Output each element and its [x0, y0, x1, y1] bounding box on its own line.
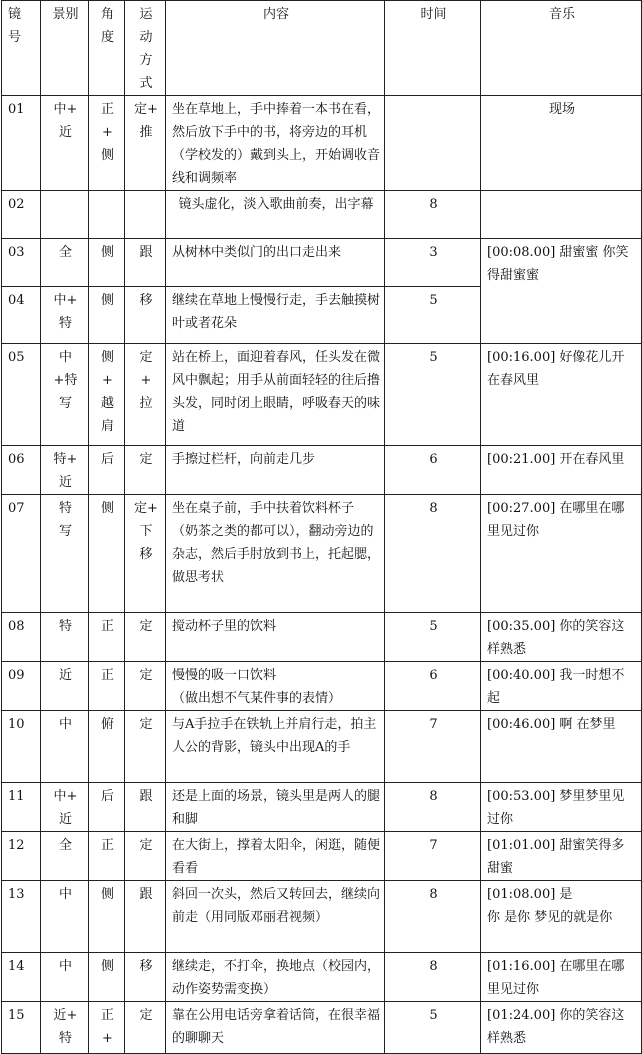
movement-cell: 定 [125, 1002, 166, 1054]
time-cell: 5 [385, 344, 481, 446]
shot-number: 03 [2, 239, 41, 287]
content-cell: 继续在草地上慢慢行走，手去触摸树叶或者花朵 [166, 287, 385, 344]
time-cell: 7 [385, 711, 481, 783]
angle-cell: 正 + [89, 1002, 125, 1054]
time-cell: 8 [385, 953, 481, 1002]
time-cell: 5 [385, 613, 481, 662]
angle-cell: 正 [89, 832, 125, 881]
movement-cell: 定+ 推 [125, 96, 166, 191]
angle-cell: 侧 [89, 495, 125, 613]
table-row [2, 953, 642, 1002]
table-row [2, 446, 642, 495]
scale-cell: 特 写 [41, 495, 89, 613]
music-cell: [01:16.00] 在哪里在哪里见过你 [481, 953, 642, 1002]
movement-cell: 定 [125, 662, 166, 711]
angle-cell: 侧 [89, 881, 125, 953]
table-row [2, 613, 642, 662]
table-row [2, 662, 642, 711]
content-cell: 从树林中类似门的出口走出来 [166, 239, 385, 287]
scale-cell [41, 191, 89, 239]
table-row [2, 711, 642, 783]
scale-cell: 中 [41, 711, 89, 783]
music-cell [481, 191, 642, 239]
scale-cell: 中 +特 写 [41, 344, 89, 446]
movement-cell: 跟 [125, 783, 166, 832]
shot-number: 01 [2, 96, 41, 191]
table-row [2, 191, 642, 239]
movement-cell: 跟 [125, 881, 166, 953]
content-cell: 与A手拉手在铁轨上并肩行走，拍主人公的背影，镜头中出现A的手 [166, 711, 385, 783]
angle-cell: 侧 [89, 287, 125, 344]
time-cell: 6 [385, 662, 481, 711]
scale-cell: 全 [41, 832, 89, 881]
header-shot: 镜 号 [2, 1, 41, 96]
content-cell: 慢慢的吸一口饮料 （做出想不气某件事的表情） [166, 662, 385, 711]
angle-cell: 侧 [89, 953, 125, 1002]
table-row [2, 495, 642, 613]
angle-cell [89, 191, 125, 239]
movement-cell: 移 [125, 953, 166, 1002]
scale-cell: 中 [41, 953, 89, 1002]
shot-number: 02 [2, 191, 41, 239]
music-cell: [00:21.00] 开在春风里 [481, 446, 642, 495]
movement-cell: 定 [125, 613, 166, 662]
angle-cell: 俯 [89, 711, 125, 783]
music-cell: [01:08.00] 是 你 是你 梦见的就是你 [481, 881, 642, 953]
angle-cell: 正 + 侧 [89, 96, 125, 191]
angle-cell: 后 [89, 783, 125, 832]
time-cell: 6 [385, 446, 481, 495]
music-cell: [00:53.00] 梦里梦里见过你 [481, 783, 642, 832]
content-cell: 靠在公用电话旁拿着话筒，在很幸福的聊聊天 [166, 1002, 385, 1054]
scale-cell: 中+ 特 [41, 287, 89, 344]
content-cell: 坐在草地上，手中捧着一本书在看，然后放下手中的书，将旁边的耳机（学校发的）戴到头上，开始调收音线和调频率 [166, 96, 385, 191]
content-cell: 镜头虚化，淡入歌曲前奏，出字幕 [166, 191, 385, 239]
header-music: 音乐 [481, 1, 642, 96]
shot-number: 09 [2, 662, 41, 711]
storyboard-table [1, 0, 642, 1054]
music-cell: [00:08.00] 甜蜜蜜 你笑得甜蜜蜜 [481, 239, 642, 344]
shot-number: 12 [2, 832, 41, 881]
music-cell: [00:46.00] 啊 在梦里 [481, 711, 642, 783]
movement-cell: 移 [125, 287, 166, 344]
scale-cell: 中 [41, 881, 89, 953]
header-row [2, 1, 642, 96]
movement-cell: 定 + 拉 [125, 344, 166, 446]
header-content: 内容 [166, 1, 385, 96]
content-cell: 在大街上，撑着太阳伞，闲逛，随便看看 [166, 832, 385, 881]
music-cell: 现场 [481, 96, 642, 191]
time-cell [385, 96, 481, 191]
music-cell: [00:27.00] 在哪里在哪里见过你 [481, 495, 642, 613]
music-cell: [00:40.00] 我一时想不起 [481, 662, 642, 711]
table-row [2, 344, 642, 446]
movement-cell: 定+ 下 移 [125, 495, 166, 613]
scale-cell: 中+ 近 [41, 783, 89, 832]
angle-cell: 后 [89, 446, 125, 495]
movement-cell: 定 [125, 832, 166, 881]
time-cell: 8 [385, 881, 481, 953]
content-cell: 斜回一次头，然后又转回去，继续向前走（用同版邓丽君视频） [166, 881, 385, 953]
music-cell: [01:24.00] 你的笑容这样熟悉 [481, 1002, 642, 1054]
table-row [2, 832, 642, 881]
header-scale: 景别 [41, 1, 89, 96]
shot-number: 04 [2, 287, 41, 344]
content-cell: 手擦过栏杆，向前走几步 [166, 446, 385, 495]
movement-cell [125, 191, 166, 239]
time-cell: 8 [385, 783, 481, 832]
scale-cell: 全 [41, 239, 89, 287]
scale-cell: 特+ 近 [41, 446, 89, 495]
music-cell: [01:01.00] 甜蜜笑得多甜蜜 [481, 832, 642, 881]
header-movement: 运 动 方 式 [125, 1, 166, 96]
shot-number: 07 [2, 495, 41, 613]
shot-number: 06 [2, 446, 41, 495]
shot-number: 08 [2, 613, 41, 662]
time-cell: 8 [385, 495, 481, 613]
movement-cell: 跟 [125, 239, 166, 287]
header-angle: 角 度 [89, 1, 125, 96]
angle-cell: 正 [89, 662, 125, 711]
scale-cell: 特 [41, 613, 89, 662]
music-cell: [00:35.00] 你的笑容这样熟悉 [481, 613, 642, 662]
shot-number: 11 [2, 783, 41, 832]
table-row [2, 239, 642, 287]
angle-cell: 侧 + 越 肩 [89, 344, 125, 446]
shot-number: 15 [2, 1002, 41, 1054]
time-cell: 5 [385, 1002, 481, 1054]
angle-cell: 侧 [89, 239, 125, 287]
shot-number: 13 [2, 881, 41, 953]
content-cell: 搅动杯子里的饮料 [166, 613, 385, 662]
content-cell: 还是上面的场景，镜头里是两人的腿和脚 [166, 783, 385, 832]
movement-cell: 定 [125, 446, 166, 495]
table-row [2, 1002, 642, 1054]
movement-cell: 定 [125, 711, 166, 783]
table-row [2, 783, 642, 832]
shot-number: 10 [2, 711, 41, 783]
table-row [2, 881, 642, 953]
music-cell: [00:16.00] 好像花儿开在春风里 [481, 344, 642, 446]
scale-cell: 近 [41, 662, 89, 711]
scale-cell: 近+ 特 [41, 1002, 89, 1054]
shot-number: 05 [2, 344, 41, 446]
time-cell: 3 [385, 239, 481, 287]
time-cell: 5 [385, 287, 481, 344]
time-cell: 8 [385, 191, 481, 239]
angle-cell: 正 [89, 613, 125, 662]
table-row [2, 96, 642, 191]
content-cell: 坐在桌子前，手中扶着饮料杯子 （奶茶之类的都可以），翻动旁边的杂志，然后手肘放到书上，托起腮，做思考状 [166, 495, 385, 613]
header-time: 时间 [385, 1, 481, 96]
content-cell: 站在桥上，面迎着春风，任头发在微风中飘起；用手从前面轻轻的往后撸头发，同时闭上眼睛，呼吸春天的味道 [166, 344, 385, 446]
shot-number: 14 [2, 953, 41, 1002]
time-cell: 7 [385, 832, 481, 881]
scale-cell: 中+ 近 [41, 96, 89, 191]
content-cell: 继续走，不打伞，换地点（校园内，动作姿势需变换） [166, 953, 385, 1002]
